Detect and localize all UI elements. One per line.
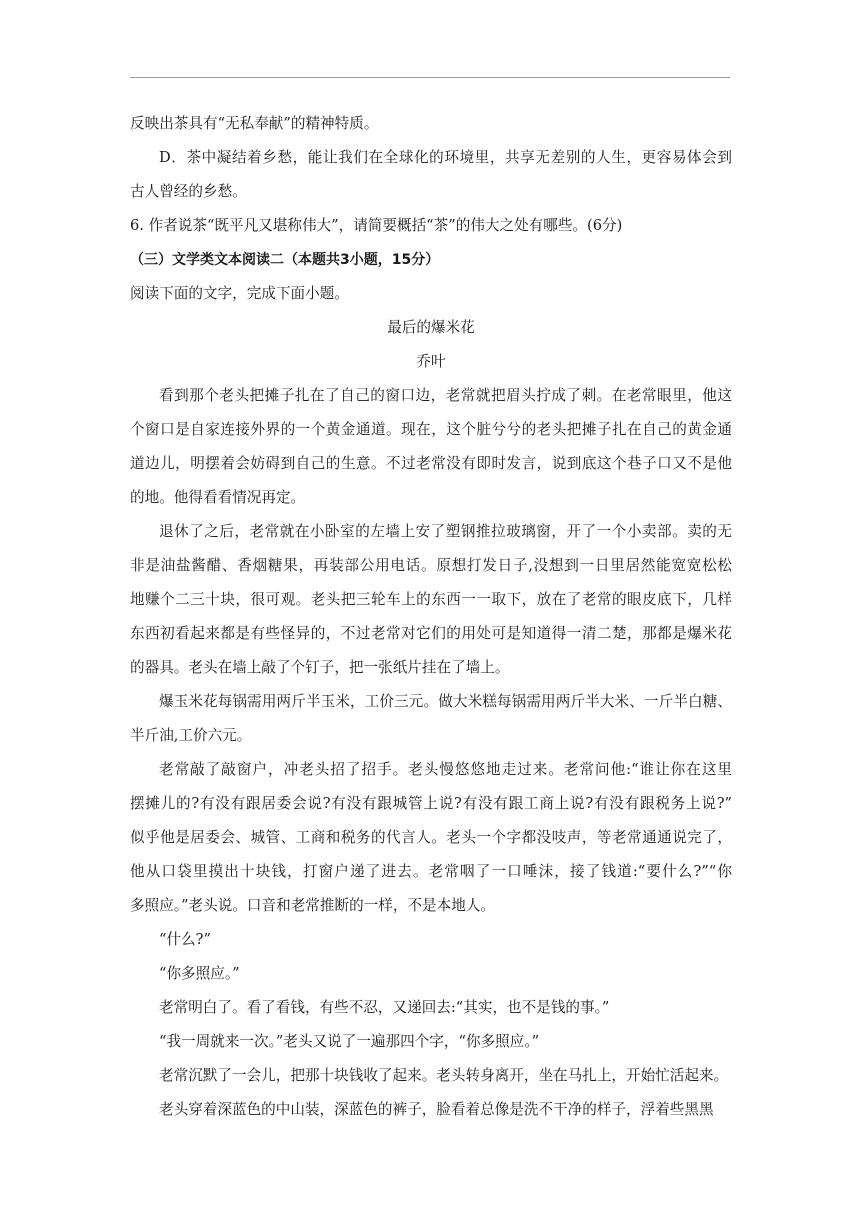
paragraph-line: 老头穿着深蓝色的中山装，深蓝色的裤子，脸看着总像是洗不干净的样子，浮着些黑黑	[159, 1101, 714, 1118]
paragraph-line: 道边儿，明摆着会妨碍到自己的生意。不过老常没有即时发言，说到底这个巷子口又不是他	[130, 455, 732, 472]
paragraph-line: 老常敲了敲窗户，冲老头招了招手。老头慢悠悠地走过来。老常问他:“谁让你在这里	[159, 761, 732, 778]
paragraph-line: 个窗口是自家连接外界的一个黄金通道。现在，这个脏兮兮的老头把摊子扎在自己的黄金通	[130, 421, 732, 438]
paragraph-line: “什么?”	[159, 931, 211, 948]
article-paragraph	[130, 957, 732, 991]
question-6: 6. 作者说茶“既平凡又堪称伟大”，请简要概括“茶”的伟大之处有哪些。(6分)	[130, 217, 623, 234]
paragraph-line: 退休了之后，老常就在小卧室的左墙上安了塑钢推拉玻璃窗，开了一个小卖部。卖的无	[159, 523, 732, 540]
section-heading: （三）文学类文本阅读二（本题共3小题，15分）	[130, 252, 440, 268]
paragraph-line: 多照应。”老头说。口音和老常推断的一样，不是本地人。	[130, 897, 496, 914]
article-paragraph	[130, 515, 732, 685]
paragraph-line: 的器具。老头在墙上敲了个钉子，把一张纸片挂在了墙上。	[130, 659, 510, 676]
article-paragraph	[130, 1093, 732, 1127]
paragraph-line: 老常沉默了一会儿，把那十块钱收了起来。老头转身离开，坐在马扎上，开始忙活起来。	[159, 1067, 729, 1084]
article-paragraph	[130, 1025, 732, 1059]
article-body	[130, 379, 732, 1127]
paragraph-line: 他从口袋里摸出十块钱，打窗户递了进去。老常咽了一口唾沫，接了钱道:“要什么?”“你	[130, 863, 732, 880]
article-paragraph	[130, 1059, 732, 1093]
article-paragraph	[130, 685, 732, 753]
section-instruction: 阅读下面的文字，完成下面小题。	[130, 285, 349, 302]
article-paragraph	[130, 379, 732, 515]
paragraph-line: 爆玉米花每锅需用两斤半玉米，工价三元。做大米糕每锅需用两斤半大米、一斤半白糖、	[159, 693, 732, 710]
paragraph-line: “我一周就来一次。”老头又说了一遍那四个字，“你多照应。”	[159, 1033, 540, 1050]
paragraph-line: 非是油盐酱醋、香烟糖果，再装部公用电话。原想打发日子,没想到一日里居然能宽宽松松	[130, 557, 732, 574]
article-paragraph	[130, 753, 732, 923]
article-author: 乔叶	[416, 353, 446, 370]
paragraph-line: 似乎他是居委会、城管、工商和税务的代言人。老头一个字都没吱声，等老常通通说完了，	[130, 829, 732, 846]
paragraph-line: 地赚个二三十块，很可观。老头把三轮车上的东西一一取下，放在了老常的眼皮底下，几样	[130, 591, 732, 608]
header-divider	[130, 77, 730, 78]
paragraph-line: 看到那个老头把摊子扎在了自己的窗口边，老常就把眉头拧成了刺。在老常眼里，他这	[159, 387, 732, 404]
option-c-continuation: 反映出茶具有“无私奉献”的精神特质。	[130, 115, 379, 132]
paragraph-line: “你多照应。”	[159, 965, 240, 982]
document-body	[130, 107, 732, 1127]
article-paragraph	[130, 991, 732, 1025]
paragraph-line: 摆摊儿的?有没有跟居委会说?有没有跟城管上说?有没有跟工商上说?有没有跟税务上说?”	[130, 795, 732, 812]
paragraph-line: 半斤油,工价六元。	[130, 727, 252, 744]
paragraph-line: 老常明白了。看了看钱，有些不忍，又递回去:“其实，也不是钱的事。”	[159, 999, 610, 1016]
option-d-line: D．茶中凝结着乡愁，能让我们在全球化的环境里，共享无差别的人生，更容易体会到	[159, 149, 732, 166]
paragraph-line: 的地。他得看看情况再定。	[130, 489, 306, 506]
paragraph-line: 东西初看起来都是有些怪异的，不过老常对它们的用处可是知道得一清二楚，那都是爆米花	[130, 625, 732, 642]
article-title: 最后的爆米花	[387, 319, 475, 336]
article-paragraph	[130, 923, 732, 957]
option-d-line: 古人曾经的乡愁。	[130, 183, 247, 200]
